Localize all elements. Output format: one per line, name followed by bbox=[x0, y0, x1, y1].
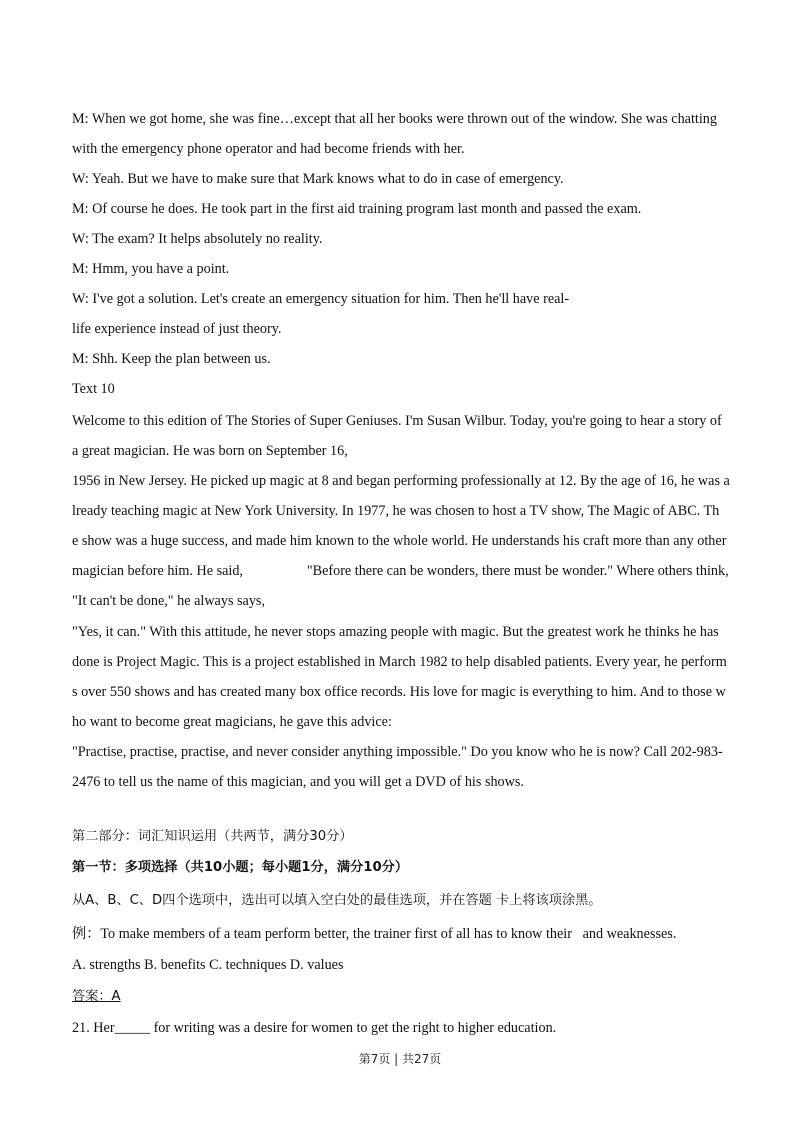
dialogue-line-1: M: When we got home, she was fine…except that all her books were thrown out of the window. She was chatting bbox=[72, 111, 717, 127]
example-question: 例：To make members of a team perform better, the trainer first of all has to know their and weaknesses. bbox=[72, 926, 677, 942]
dialogue-line-4: M: Of course he does. He took part in the first aid training program last month and passed the exam. bbox=[72, 201, 642, 217]
text10-heading: Text 10 bbox=[72, 381, 115, 397]
text10-line-7: "It can't be done," he always says, bbox=[72, 593, 265, 609]
instruction-text: 从A、B、C、D四个选项中，选出可以填入空白处的最佳选项，并在答题 卡上将该项涂黑。 bbox=[72, 893, 602, 908]
dialogue-line-8: life experience instead of just theory. bbox=[72, 321, 282, 337]
example-options: A. strengths B. benefits C. techniques D. values bbox=[72, 957, 344, 973]
dialogue-line-3: W: Yeah. But we have to make sure that Mark knows what to do in case of emergency. bbox=[72, 171, 564, 187]
text10-line-5: e show was a huge success, and made him known to the whole world. He understands his craft more than any other bbox=[72, 533, 727, 549]
example-answer: 答案：A bbox=[72, 989, 121, 1004]
text10-line-12: "Practise, practise, practise, and never consider anything impossible." Do you know who he is now? Call 202-983- bbox=[72, 744, 723, 760]
text10-line-8: "Yes, it can." With this attitude, he never stops amazing people with magic. But the greatest work he thinks he has bbox=[72, 624, 719, 640]
dialogue-line-7: W: I've got a solution. Let's create an emergency situation for him. Then he'll have real- bbox=[72, 291, 570, 307]
text10-line-13: 2476 to tell us the name of this magician, and you will get a DVD of his shows. bbox=[72, 774, 524, 790]
text10-line-1: Welcome to this edition of The Stories of Super Geniuses. I'm Susan Wilbur. Today, you're going to hear a story of bbox=[72, 413, 722, 429]
dialogue-line-6: M: Hmm, you have a point. bbox=[72, 261, 230, 277]
dialogue-line-9: M: Shh. Keep the plan between us. bbox=[72, 351, 271, 367]
part2-title: 第二部分：词汇知识运用（共两节，满分30分） bbox=[72, 829, 353, 844]
text10-line-2: a great magician. He was born on September 16, bbox=[72, 443, 348, 459]
text10-line-9: done is Project Magic. This is a project established in March 1982 to help disabled patients. Every year, he perform bbox=[72, 654, 727, 670]
text10-line-11: ho want to become great magicians, he gave this advice: bbox=[72, 714, 392, 730]
question-21: 21. Her_____ for writing was a desire for women to get the right to higher education. bbox=[72, 1020, 557, 1036]
section1-title: 第一节：多项选择（共10小题；每小题1分，满分10分） bbox=[72, 860, 409, 875]
text10-line-4: lready teaching magic at New York University. In 1977, he was chosen to host a TV show, The Magic of ABC. Th bbox=[72, 503, 720, 519]
page-number-footer: 第7页 | 共27页 bbox=[358, 1052, 442, 1066]
text10-line-6: magician before him. He said, "Before there can be wonders, there must be wonder." Where others think, bbox=[72, 563, 729, 579]
text10-line-10: s over 550 shows and has created many box office records. His love for magic is everything to him. And to those w bbox=[72, 684, 726, 700]
text10-line-3: 1956 in New Jersey. He picked up magic at 8 and began performing professionally at 12. By the age of 16, he was a bbox=[72, 473, 730, 489]
dialogue-line-5: W: The exam? It helps absolutely no reality. bbox=[72, 231, 323, 247]
dialogue-line-2: with the emergency phone operator and had become friends with her. bbox=[72, 141, 465, 157]
